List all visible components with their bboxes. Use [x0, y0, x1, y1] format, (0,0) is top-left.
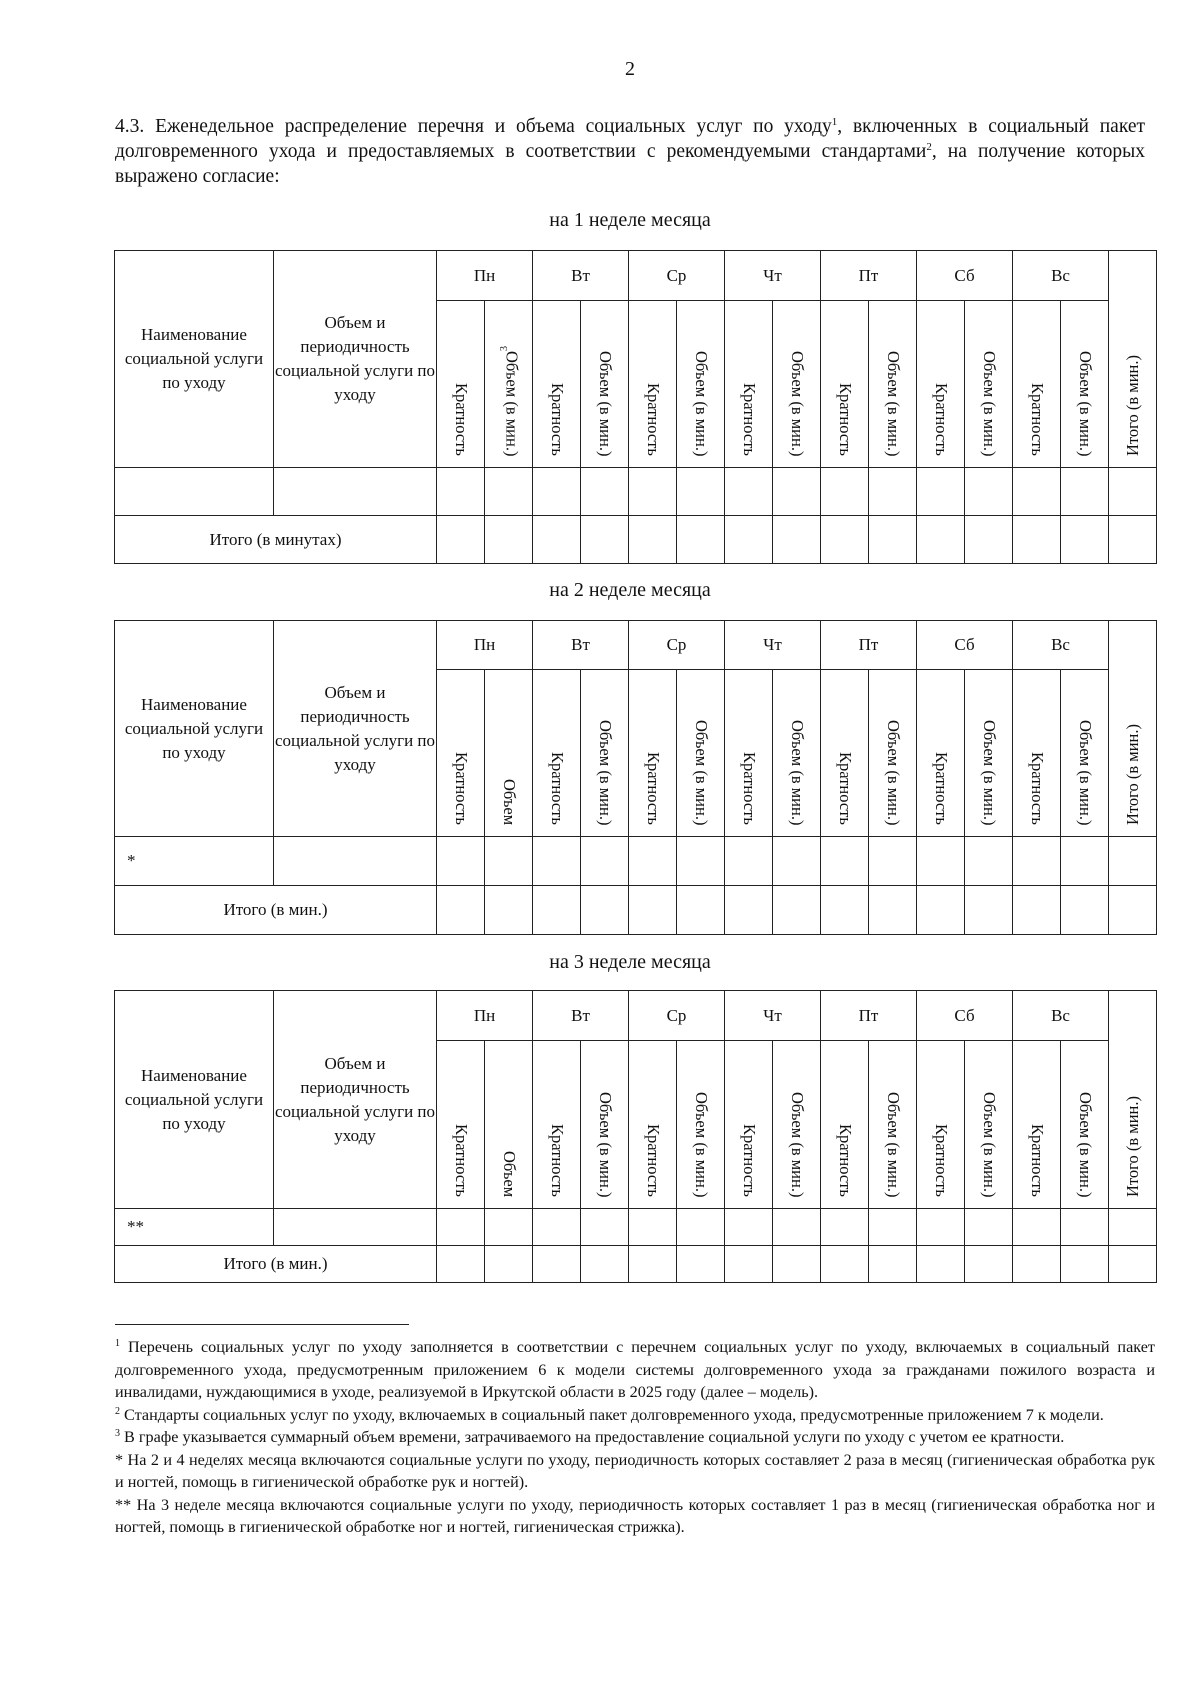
service-row: [115, 837, 1157, 886]
empty-cell: [917, 516, 965, 564]
empty-cell: [533, 1246, 581, 1283]
subcolumn-label: [1028, 1124, 1046, 1197]
empty-cell: [1013, 1209, 1061, 1246]
subcolumn-label: [644, 383, 662, 456]
subcolumn-header: [533, 1041, 581, 1209]
subcolumn-label: [596, 1092, 614, 1197]
total-column-label: Итого (в мин.): [1122, 1095, 1142, 1197]
footnote-mark: 1: [115, 1338, 120, 1349]
empty-cell: [1109, 468, 1157, 516]
empty-cell: [1109, 837, 1157, 886]
empty-cell: [1013, 837, 1061, 886]
subcolumn-header: [437, 670, 485, 837]
footnote-text: * На 2 и 4 неделях месяца включаются социальные услуги по уходу, периодичность которых составляет 2 раза в месяц (гигиеническая обработка рук и ногтей, помощь в гигиенической обработке рук и ногтей).: [115, 1450, 1155, 1491]
empty-cell: [581, 837, 629, 886]
empty-cell: [533, 516, 581, 564]
header-row: [115, 621, 1157, 670]
page-number: 2: [625, 58, 635, 80]
footnote-3: [115, 1426, 1155, 1449]
subcolumn-text: Кратность: [451, 1124, 471, 1197]
subcolumn-header: [629, 670, 677, 837]
subcolumn-label: [836, 1124, 854, 1197]
subcolumn-text: Кратность: [643, 1124, 663, 1197]
empty-cell: [725, 886, 773, 935]
subcolumn-label: [548, 752, 566, 825]
empty-cell: [1013, 1246, 1061, 1283]
footnote-2: [115, 1404, 1155, 1427]
week-3-caption: на 3 неделе месяца: [549, 951, 711, 973]
subcolumn-text: Кратность: [739, 383, 759, 456]
subcolumn-label: [644, 1124, 662, 1197]
subcolumn-label: [884, 1092, 902, 1197]
subcolumn-label: [596, 351, 614, 456]
total-column-label: Итого (в мин.): [1122, 723, 1142, 825]
subcolumn-header: [1013, 1041, 1061, 1209]
subcolumn-text: Кратность: [835, 752, 855, 825]
empty-cell: [725, 1209, 773, 1246]
subcolumn-label: [1076, 351, 1094, 456]
empty-cell: [533, 837, 581, 886]
empty-cell: [677, 837, 725, 886]
subcolumn-label: [788, 1092, 806, 1197]
subcolumn-text: Кратность: [835, 1124, 855, 1197]
subcolumn-label: [932, 752, 950, 825]
subcolumn-label: [884, 351, 902, 456]
day-header: Вс: [1013, 991, 1109, 1041]
subcolumn-label: [788, 351, 806, 456]
empty-cell: [725, 837, 773, 886]
subcolumn-header: [437, 1041, 485, 1209]
column-header-volume: Объем и периодичность социальной услуги по уходу: [274, 621, 437, 837]
empty-cell: [677, 886, 725, 935]
day-header: Вт: [533, 991, 629, 1041]
subcolumn-text: Объем (в мин.): [691, 1091, 711, 1197]
subcolumn-header: [1061, 301, 1109, 468]
subcolumn-label: [884, 720, 902, 825]
empty-cell: [485, 468, 533, 516]
empty-cell: [1061, 468, 1109, 516]
subcolumn-header: [1013, 670, 1061, 837]
empty-cell: [485, 516, 533, 564]
subcolumn-text: Объем (в мин.): [979, 1091, 999, 1197]
empty-cell: [274, 468, 437, 516]
total-row: [115, 886, 1157, 935]
column-header-service-name: Наименование социальной услуги по уходу: [115, 991, 274, 1209]
empty-cell: [869, 837, 917, 886]
subcolumn-header: [917, 670, 965, 837]
header-row: [115, 991, 1157, 1041]
subcolumn-text: Кратность: [931, 383, 951, 456]
subcolumn-header: [773, 301, 821, 468]
service-name-cell: **: [115, 1209, 274, 1246]
subcolumn-text: Объем (в мин.): [595, 1091, 615, 1197]
empty-cell: [1061, 1209, 1109, 1246]
column-header-volume: Объем и периодичность социальной услуги по уходу: [274, 991, 437, 1209]
total-row-label: Итого (в мин.): [115, 886, 437, 935]
empty-cell: [1013, 886, 1061, 935]
day-header: Пт: [821, 251, 917, 301]
empty-cell: [437, 886, 485, 935]
empty-cell: [274, 1209, 437, 1246]
subcolumn-header: [629, 1041, 677, 1209]
empty-cell: [821, 1209, 869, 1246]
subcolumn-text: Объем (в мин.): [787, 719, 807, 825]
empty-cell: [485, 886, 533, 935]
subcolumn-label: [980, 1092, 998, 1197]
subcolumn-label: [548, 383, 566, 456]
subcolumn-label: [1076, 720, 1094, 825]
day-header: Вс: [1013, 621, 1109, 670]
subcolumn-label: [980, 720, 998, 825]
subcolumn-header: [677, 1041, 725, 1209]
empty-cell: [437, 516, 485, 564]
subcolumn-header: [869, 670, 917, 837]
empty-cell: [1061, 837, 1109, 886]
subcolumn-text: Кратность: [451, 383, 471, 456]
day-header: Вс: [1013, 251, 1109, 301]
footnote-mark: 3: [115, 1428, 120, 1439]
subcolumn-text: Объем (в мин.): [502, 350, 522, 456]
subcolumn-header: [917, 1041, 965, 1209]
subcolumn-header: [725, 1041, 773, 1209]
empty-cell: [581, 886, 629, 935]
empty-cell: [629, 468, 677, 516]
empty-cell: [869, 886, 917, 935]
subcolumn-label: [692, 720, 710, 825]
empty-cell: [821, 468, 869, 516]
empty-cell: [677, 1246, 725, 1283]
subcolumn-header: [821, 670, 869, 837]
subcolumn-header: [725, 670, 773, 837]
empty-cell: [773, 886, 821, 935]
day-header: Пн: [437, 251, 533, 301]
subcolumn-header: [581, 1041, 629, 1209]
intro-text-3: , на получение которых выражено согласие:: [115, 141, 1145, 187]
subcolumn-text: Кратность: [739, 1124, 759, 1197]
subcolumn-text: Объем (в мин.): [1075, 719, 1095, 825]
subcolumn-header: [677, 670, 725, 837]
day-header: Ср: [629, 621, 725, 670]
subcolumn-text: Кратность: [835, 383, 855, 456]
footnote-separator: [115, 1324, 409, 1325]
subcolumn-header: [965, 670, 1013, 837]
empty-cell: [1013, 516, 1061, 564]
empty-cell: [533, 886, 581, 935]
subcolumn-header: [965, 301, 1013, 468]
subcolumn-text: Кратность: [547, 383, 567, 456]
subcolumn-header: [533, 301, 581, 468]
empty-cell: [274, 837, 437, 886]
empty-cell: [773, 516, 821, 564]
day-header: Вт: [533, 621, 629, 670]
week-1-table: [114, 250, 1157, 564]
total-row: [115, 1246, 1157, 1283]
day-header: Чт: [725, 991, 821, 1041]
subcolumn-text: Объем (в мин.): [883, 1091, 903, 1197]
empty-cell: [965, 886, 1013, 935]
empty-cell: [629, 886, 677, 935]
subcolumn-header: [725, 301, 773, 468]
subcolumn-label: [740, 383, 758, 456]
subcolumn-text: Кратность: [1027, 383, 1047, 456]
service-name-cell: *: [115, 837, 274, 886]
week-2-caption: на 2 неделе месяца: [549, 579, 711, 601]
empty-cell: [821, 1246, 869, 1283]
subcolumn-header: [1061, 670, 1109, 837]
subcolumn-header: [821, 1041, 869, 1209]
subcolumn-header: [437, 301, 485, 468]
header-row: [115, 251, 1157, 301]
service-row: [115, 468, 1157, 516]
empty-cell: [485, 1209, 533, 1246]
subcolumn-header: [869, 301, 917, 468]
empty-cell: [917, 886, 965, 935]
empty-cell: [629, 1209, 677, 1246]
subcolumn-label: [836, 752, 854, 825]
footnote-ref-2: 2: [926, 141, 932, 153]
total-row: [115, 516, 1157, 564]
empty-cell: [869, 516, 917, 564]
empty-cell: [533, 1209, 581, 1246]
week-1-caption: на 1 неделе месяца: [549, 209, 711, 231]
empty-cell: [1061, 516, 1109, 564]
subcolumn-text: Объем (в мин.): [883, 719, 903, 825]
empty-cell: [1109, 1209, 1157, 1246]
subcolumn-label: [1028, 752, 1046, 825]
footnote-text: В графе указывается суммарный объем времени, затрачиваемого на предоставление социальной услуги по уходу с учетом ее кратности.: [124, 1428, 1065, 1446]
subcolumn-label: [740, 1124, 758, 1197]
empty-cell: [437, 468, 485, 516]
empty-cell: [437, 1246, 485, 1283]
subcolumn-label: [596, 720, 614, 825]
empty-cell: [773, 837, 821, 886]
total-row-label: Итого (в мин.): [115, 1246, 437, 1283]
empty-cell: [1061, 1246, 1109, 1283]
subcolumn-label: [1028, 383, 1046, 456]
week-2-table: [114, 620, 1157, 935]
footnote-text: Стандарты социальных услуг по уходу, включаемых в социальный пакет долговременного ухода, предусмотренные приложением 7 к модели.: [124, 1405, 1104, 1424]
empty-cell: [1109, 886, 1157, 935]
empty-cell: [437, 1209, 485, 1246]
column-header-service-name: Наименование социальной услуги по уходу: [115, 621, 274, 837]
footnote-text: Перечень социальных услуг по уходу заполняется в соответствии с перечнем социальных услуг по уходу, включаемых в социальный пакет долговременного ухода, предусмотренным приложением 6 к модели системы долговременного ухода за гражданами пожилого возраста и инвалидами, нуждающимися в уходе, реализуемой в Иркутской области в 2025 году (далее – модель).: [115, 1338, 1156, 1401]
day-header: Ср: [629, 251, 725, 301]
empty-cell: [1061, 886, 1109, 935]
empty-cell: [725, 516, 773, 564]
service-name-cell: [115, 468, 274, 516]
empty-cell: [773, 1246, 821, 1283]
footnote-ref-3: 3: [499, 345, 511, 351]
empty-cell: [821, 886, 869, 935]
empty-cell: [965, 1246, 1013, 1283]
empty-cell: [869, 1209, 917, 1246]
subcolumn-text: Объем (в мин.): [787, 350, 807, 456]
empty-cell: [965, 516, 1013, 564]
empty-cell: [1013, 468, 1061, 516]
subcolumn-text: Объем (в мин.): [691, 350, 711, 456]
subcolumn-text: Объем (в мин.): [691, 719, 711, 825]
day-header: Чт: [725, 251, 821, 301]
subcolumn-header: [773, 670, 821, 837]
footnote-1: [115, 1336, 1155, 1404]
empty-cell: [485, 1246, 533, 1283]
empty-cell: [917, 468, 965, 516]
subcolumn-header: [581, 670, 629, 837]
subcolumn-text: Объем: [499, 778, 519, 825]
empty-cell: [677, 1209, 725, 1246]
subcolumn-header: [1013, 301, 1061, 468]
subcolumn-label: [1076, 1092, 1094, 1197]
footnote-ref-1: 1: [831, 116, 838, 128]
day-header: Пт: [821, 991, 917, 1041]
footnote-double-asterisk: [115, 1494, 1155, 1539]
footnote-asterisk: [115, 1449, 1155, 1494]
empty-cell: [581, 468, 629, 516]
empty-cell: [965, 468, 1013, 516]
column-header-total: [1109, 621, 1157, 837]
subcolumn-header: [485, 1041, 533, 1209]
subcolumn-label: [788, 720, 806, 825]
subcolumn-text: Объем (в мин.): [979, 350, 999, 456]
subcolumn-text: Кратность: [547, 1124, 567, 1197]
subcolumn-text: Кратность: [643, 752, 663, 825]
column-header-total: [1109, 251, 1157, 468]
subcolumn-text: Объем (в мин.): [595, 350, 615, 456]
empty-cell: [1109, 1246, 1157, 1283]
day-header: Сб: [917, 251, 1013, 301]
empty-cell: [869, 468, 917, 516]
subcolumn-label: [980, 351, 998, 456]
empty-cell: [629, 1246, 677, 1283]
subcolumn-header: [485, 301, 533, 468]
subcolumn-label: [500, 1151, 518, 1197]
day-header: Сб: [917, 991, 1013, 1041]
subcolumn-header: [581, 301, 629, 468]
subcolumn-label: [452, 383, 470, 456]
empty-cell: [917, 1209, 965, 1246]
subcolumn-text: Кратность: [643, 383, 663, 456]
footnote-text: ** На 3 неделе месяца включаются социальные услуги по уходу, периодичность которых составляет 1 раз в месяц (гигиеническая обработка ног и ногтей, помощь в гигиенической обработке ног и ногтей, гигиеническая стрижка).: [115, 1495, 1155, 1536]
subcolumn-header: [677, 301, 725, 468]
empty-cell: [965, 1209, 1013, 1246]
subcolumn-label: [452, 752, 470, 825]
day-header: Пн: [437, 621, 533, 670]
service-row: [115, 1209, 1157, 1246]
column-header-service-name: Наименование социальной услуги по уходу: [115, 251, 274, 468]
empty-cell: [485, 837, 533, 886]
total-column-label: Итого (в мин.): [1122, 354, 1142, 456]
day-header: Пн: [437, 991, 533, 1041]
subcolumn-label: [692, 351, 710, 456]
subcolumn-header: [917, 301, 965, 468]
empty-cell: [581, 1246, 629, 1283]
empty-cell: [821, 516, 869, 564]
empty-cell: [821, 837, 869, 886]
day-header: Ср: [629, 991, 725, 1041]
day-header: Чт: [725, 621, 821, 670]
empty-cell: [917, 1246, 965, 1283]
empty-cell: [725, 468, 773, 516]
subcolumn-text: Кратность: [1027, 1124, 1047, 1197]
footnote-mark: 2: [115, 1405, 120, 1417]
empty-cell: [581, 1209, 629, 1246]
subcolumn-text: Кратность: [931, 1124, 951, 1197]
empty-cell: [533, 468, 581, 516]
empty-cell: [773, 468, 821, 516]
subcolumn-text: Объем: [499, 1150, 519, 1197]
intro-text-1: 4.3. Еженедельное распределение перечня и объема социальных услуг по уходу: [115, 116, 832, 137]
total-row-label: Итого (в минутах): [115, 516, 437, 564]
subcolumn-text: Кратность: [451, 752, 471, 825]
subcolumn-header: [1061, 1041, 1109, 1209]
subcolumn-text: Объем (в мин.): [979, 719, 999, 825]
empty-cell: [965, 837, 1013, 886]
subcolumn-header: [533, 670, 581, 837]
subcolumn-text: Объем (в мин.): [883, 350, 903, 456]
subcolumn-label: [496, 346, 521, 456]
subcolumn-text: Объем (в мин.): [787, 1091, 807, 1197]
subcolumn-header: [629, 301, 677, 468]
subcolumn-label: [932, 383, 950, 456]
empty-cell: [437, 837, 485, 886]
subcolumn-header: [773, 1041, 821, 1209]
day-header: Сб: [917, 621, 1013, 670]
subcolumn-label: [644, 752, 662, 825]
day-header: Вт: [533, 251, 629, 301]
day-header: Пт: [821, 621, 917, 670]
empty-cell: [725, 1246, 773, 1283]
intro-text-2: , включенных в социальный пакет долговременного ухода и предоставляемых в соответствии с рекомендуемыми стандартами: [115, 116, 1145, 162]
empty-cell: [629, 837, 677, 886]
subcolumn-header: [869, 1041, 917, 1209]
subcolumn-text: Объем (в мин.): [595, 719, 615, 825]
subcolumn-header: [821, 301, 869, 468]
empty-cell: [1109, 516, 1157, 564]
empty-cell: [917, 837, 965, 886]
empty-cell: [869, 1246, 917, 1283]
subcolumn-label: [836, 383, 854, 456]
week-3-table: [114, 990, 1157, 1283]
subcolumn-header: [485, 670, 533, 837]
empty-cell: [629, 516, 677, 564]
subcolumn-label: [452, 1124, 470, 1197]
subcolumn-header: [965, 1041, 1013, 1209]
subcolumn-label: [692, 1092, 710, 1197]
subcolumn-label: [932, 1124, 950, 1197]
subcolumn-text: Кратность: [739, 752, 759, 825]
footnotes: [115, 1336, 1155, 1539]
empty-cell: [581, 516, 629, 564]
subcolumn-label: [548, 1124, 566, 1197]
column-header-volume: Объем и периодичность социальной услуги по уходу: [274, 251, 437, 468]
subcolumn-text: Объем (в мин.): [1075, 350, 1095, 456]
subcolumn-text: Объем (в мин.): [1075, 1091, 1095, 1197]
subcolumn-text: Кратность: [1027, 752, 1047, 825]
subcolumn-label: [740, 752, 758, 825]
subcolumn-text: Кратность: [931, 752, 951, 825]
column-header-total: [1109, 991, 1157, 1209]
empty-cell: [677, 468, 725, 516]
section-intro: [115, 114, 1145, 189]
subcolumn-text: Кратность: [547, 752, 567, 825]
empty-cell: [773, 1209, 821, 1246]
empty-cell: [677, 516, 725, 564]
subcolumn-label: [500, 779, 518, 825]
